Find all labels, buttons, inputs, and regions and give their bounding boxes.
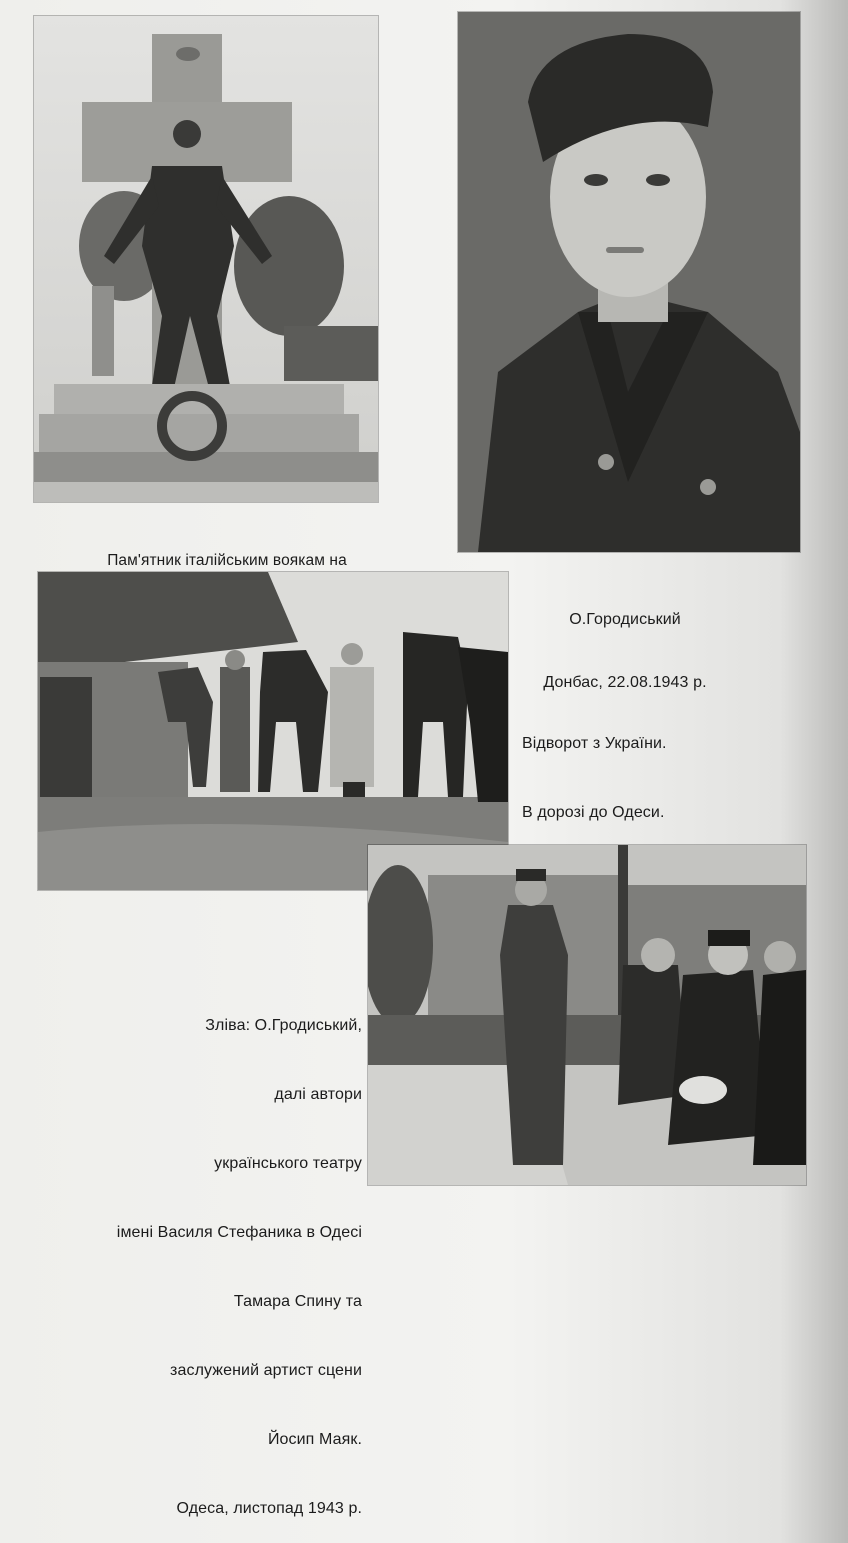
caption-line: Зліва: О.Гродиський, — [205, 1017, 362, 1034]
caption-line: імені Василя Стефаника в Одесі — [116, 1224, 362, 1241]
caption-line: Пам'ятник італійським воякам на — [107, 552, 347, 569]
caption-line: Одеса, листопад 1943 р. — [176, 1500, 362, 1517]
caption-line: Йосип Маяк. — [267, 1431, 362, 1448]
odesa-image — [368, 845, 806, 1185]
odesa-caption — [60, 968, 362, 1543]
caption-line: Тамара Спину та — [233, 1293, 362, 1310]
horses-photo — [38, 572, 508, 890]
memorial-photo — [34, 16, 378, 502]
caption-line: Відворот з України. — [522, 735, 667, 752]
odesa-photo — [368, 845, 806, 1185]
caption-line: В дорозі до Одеси. — [522, 804, 665, 821]
caption-line: далі автори — [274, 1086, 362, 1103]
horses-image — [38, 572, 508, 890]
caption-line: українського театру — [214, 1155, 362, 1172]
portrait-image — [458, 12, 800, 552]
caption-line: Донбас, 22.08.1943 р. — [543, 674, 707, 691]
memorial-image — [34, 16, 378, 502]
caption-line: заслужений артист сцени — [170, 1362, 362, 1379]
caption-line: О.Городиський — [569, 611, 681, 628]
portrait-photo — [458, 12, 800, 552]
